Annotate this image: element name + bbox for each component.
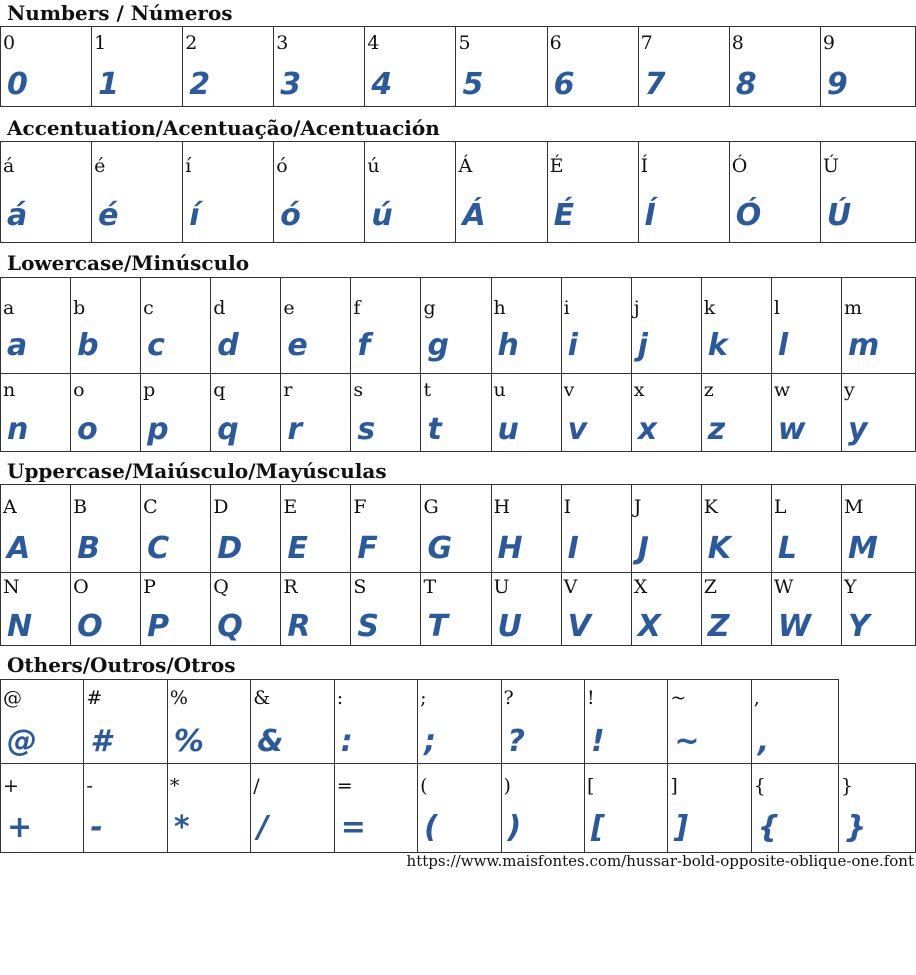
glyph-cell bbox=[183, 27, 274, 107]
glyph-sample: G bbox=[427, 531, 453, 566]
glyph-grid-lowercase bbox=[0, 277, 916, 452]
glyph-cell bbox=[365, 27, 456, 107]
glyph-sample: I bbox=[567, 531, 579, 566]
glyph-label: & bbox=[253, 687, 271, 709]
glyph-cell bbox=[631, 374, 701, 452]
glyph-cell bbox=[351, 485, 421, 573]
glyph-label: Ú bbox=[822, 155, 839, 177]
glyph-cell bbox=[334, 680, 417, 764]
glyph-sample: Y bbox=[847, 609, 870, 644]
glyph-label: # bbox=[86, 687, 103, 709]
glyph-label: K bbox=[703, 496, 718, 518]
glyph-label: r bbox=[283, 379, 293, 401]
glyph-sample: ú bbox=[371, 198, 393, 233]
glyph-label: o bbox=[73, 379, 85, 401]
glyph-grid-others bbox=[0, 679, 916, 853]
glyph-label: t bbox=[423, 379, 432, 401]
glyph-sample: d bbox=[217, 328, 239, 363]
glyph-sample: ) bbox=[507, 810, 522, 845]
glyph-cell bbox=[584, 764, 667, 853]
glyph-sample: [ bbox=[590, 810, 605, 845]
glyph-sample: P bbox=[147, 609, 170, 644]
glyph-sample: Q bbox=[217, 609, 243, 644]
glyph-sample: # bbox=[90, 724, 112, 759]
glyph-cell bbox=[274, 27, 365, 107]
glyph-sample: í bbox=[189, 198, 200, 233]
glyph-label: V bbox=[563, 576, 578, 598]
glyph-cell bbox=[421, 485, 491, 573]
glyph-cell bbox=[820, 27, 915, 107]
glyph-label: ] bbox=[670, 775, 678, 797]
glyph-sample: ; bbox=[424, 724, 437, 759]
glyph-sample: f bbox=[357, 328, 371, 363]
glyph-cell bbox=[418, 764, 501, 853]
glyph-label: ( bbox=[420, 775, 428, 797]
glyph-label: s bbox=[353, 379, 364, 401]
glyph-cell bbox=[167, 764, 250, 853]
glyph-sample: : bbox=[340, 724, 353, 759]
glyph-label: , bbox=[753, 687, 760, 709]
glyph-label: w bbox=[773, 379, 791, 401]
glyph-cell bbox=[631, 485, 701, 573]
glyph-cell bbox=[421, 278, 491, 374]
glyph-cell bbox=[141, 278, 211, 374]
glyph-label: ! bbox=[586, 687, 595, 709]
glyph-grid-uppercase bbox=[0, 484, 916, 646]
glyph-sample: É bbox=[553, 198, 575, 233]
glyph-sample: B bbox=[77, 531, 100, 566]
glyph-cell bbox=[211, 573, 281, 646]
glyph-cell bbox=[491, 573, 561, 646]
glyph-label: í bbox=[185, 155, 192, 177]
glyph-sample: Í bbox=[644, 198, 656, 233]
glyph-sample: s bbox=[357, 412, 376, 447]
glyph-sample: l bbox=[777, 328, 789, 363]
glyph-cell bbox=[561, 573, 631, 646]
glyph-sample: t bbox=[427, 412, 442, 447]
glyph-label: É bbox=[549, 155, 564, 177]
glyph-label: U bbox=[493, 576, 510, 598]
glyph-label: I bbox=[563, 496, 572, 518]
glyph-cell bbox=[701, 278, 771, 374]
glyph-cell bbox=[1, 485, 71, 573]
glyph-grid-accentuation bbox=[0, 141, 916, 243]
glyph-label: 9 bbox=[822, 32, 835, 54]
glyph-label: % bbox=[169, 687, 188, 709]
glyph-sample: 5 bbox=[462, 67, 484, 102]
glyph-cell bbox=[351, 278, 421, 374]
glyph-label: H bbox=[493, 496, 511, 518]
glyph-cell bbox=[584, 680, 667, 764]
glyph-sample: & bbox=[257, 724, 284, 759]
glyph-row bbox=[1, 485, 916, 573]
glyph-sample: R bbox=[287, 609, 311, 644]
glyph-cell bbox=[668, 680, 751, 764]
glyph-sample: r bbox=[287, 412, 303, 447]
glyph-sample: o bbox=[77, 412, 98, 447]
glyph-label: p bbox=[143, 379, 156, 401]
glyph-sample: N bbox=[7, 609, 33, 644]
glyph-label: S bbox=[353, 576, 367, 598]
glyph-label: : bbox=[336, 687, 344, 709]
glyph-label: B bbox=[73, 496, 88, 518]
glyph-cell bbox=[421, 573, 491, 646]
glyph-sample: @ bbox=[7, 724, 37, 759]
glyph-label: z bbox=[703, 379, 714, 401]
glyph-label: = bbox=[336, 775, 353, 797]
glyph-sample: 7 bbox=[644, 67, 666, 102]
glyph-sample: V bbox=[567, 609, 591, 644]
glyph-cell bbox=[71, 485, 141, 573]
glyph-label: ó bbox=[276, 155, 288, 177]
glyph-label: d bbox=[213, 297, 226, 319]
glyph-sample: T bbox=[427, 609, 448, 644]
glyph-sample: j bbox=[637, 328, 648, 363]
glyph-label: 5 bbox=[458, 32, 471, 54]
glyph-cell bbox=[281, 278, 351, 374]
glyph-cell bbox=[334, 764, 417, 853]
glyph-sample: é bbox=[98, 198, 119, 233]
glyph-label: q bbox=[213, 379, 226, 401]
glyph-sample: { bbox=[757, 810, 780, 845]
glyph-label: 6 bbox=[549, 32, 562, 54]
glyph-label: 8 bbox=[731, 32, 744, 54]
glyph-cell bbox=[351, 374, 421, 452]
glyph-label: m bbox=[843, 297, 862, 319]
glyph-label: ; bbox=[420, 687, 427, 709]
glyph-cell bbox=[771, 278, 841, 374]
glyph-label: T bbox=[423, 576, 437, 598]
glyph-cell bbox=[841, 573, 915, 646]
glyph-row bbox=[1, 374, 916, 452]
glyph-cell bbox=[167, 680, 250, 764]
glyph-cell bbox=[501, 764, 584, 853]
glyph-cell bbox=[71, 573, 141, 646]
glyph-cell bbox=[561, 485, 631, 573]
glyph-cell bbox=[491, 278, 561, 374]
glyph-cell bbox=[251, 680, 334, 764]
glyph-label: v bbox=[563, 379, 575, 401]
glyph-cell bbox=[71, 374, 141, 452]
glyph-cell bbox=[1, 27, 92, 107]
glyph-cell bbox=[456, 27, 547, 107]
glyph-cell bbox=[211, 278, 281, 374]
glyph-label: Í bbox=[640, 155, 649, 177]
glyph-cell bbox=[1, 374, 71, 452]
glyph-sample: 9 bbox=[826, 67, 848, 102]
glyph-label: i bbox=[563, 297, 570, 319]
glyph-label: 1 bbox=[94, 32, 107, 54]
glyph-sample: / bbox=[257, 810, 269, 845]
glyph-sample: - bbox=[90, 810, 103, 845]
glyph-sample: g bbox=[427, 328, 449, 363]
glyph-cell bbox=[631, 573, 701, 646]
glyph-sample: Á bbox=[462, 198, 486, 233]
glyph-sample: ó bbox=[280, 198, 301, 233]
glyph-cell bbox=[421, 374, 491, 452]
glyph-sample: % bbox=[173, 724, 204, 759]
glyph-label: 7 bbox=[640, 32, 653, 54]
glyph-sample: Z bbox=[707, 609, 730, 644]
glyph-label: J bbox=[633, 496, 642, 518]
glyph-sample: * bbox=[173, 810, 190, 845]
glyph-sample: K bbox=[707, 531, 732, 566]
glyph-cell bbox=[418, 680, 501, 764]
glyph-cell bbox=[281, 485, 351, 573]
glyph-cell bbox=[638, 142, 729, 243]
source-url: https://www.maisfontes.com/hussar-bold-opposite-oblique-one.font bbox=[406, 852, 914, 870]
glyph-row bbox=[1, 27, 916, 107]
glyph-sample: S bbox=[357, 609, 379, 644]
glyph-cell bbox=[701, 573, 771, 646]
glyph-cell bbox=[491, 485, 561, 573]
glyph-sample: p bbox=[147, 412, 169, 447]
glyph-cell bbox=[71, 278, 141, 374]
glyph-label: ú bbox=[367, 155, 380, 177]
glyph-cell bbox=[729, 27, 820, 107]
glyph-label: k bbox=[703, 297, 716, 319]
glyph-cell bbox=[456, 142, 547, 243]
glyph-cell bbox=[820, 142, 915, 243]
glyph-cell bbox=[365, 142, 456, 243]
glyph-cell bbox=[141, 573, 211, 646]
glyph-label: + bbox=[3, 775, 19, 797]
glyph-label: Z bbox=[703, 576, 717, 598]
glyph-sample: L bbox=[777, 531, 797, 566]
glyph-sample: O bbox=[77, 609, 103, 644]
glyph-sample: F bbox=[357, 531, 378, 566]
glyph-cell bbox=[141, 374, 211, 452]
glyph-label: Y bbox=[843, 576, 857, 598]
glyph-label: Ó bbox=[731, 155, 748, 177]
glyph-sample: k bbox=[707, 328, 728, 363]
glyph-cell bbox=[92, 27, 183, 107]
glyph-sample: , bbox=[757, 724, 770, 759]
glyph-sample: 6 bbox=[553, 67, 575, 102]
glyph-sample: y bbox=[847, 412, 868, 447]
glyph-sample: z bbox=[707, 412, 726, 447]
glyph-row bbox=[1, 573, 916, 646]
glyph-sample: ] bbox=[674, 810, 689, 845]
glyph-label: W bbox=[773, 576, 794, 598]
glyph-cell bbox=[1, 764, 84, 853]
glyph-sample: Ó bbox=[735, 198, 762, 233]
glyph-cell bbox=[547, 27, 638, 107]
glyph-sample: c bbox=[147, 328, 165, 363]
glyph-cell bbox=[631, 278, 701, 374]
glyph-cell bbox=[1, 680, 84, 764]
glyph-cell bbox=[251, 764, 334, 853]
glyph-label: C bbox=[143, 496, 158, 518]
glyph-label: é bbox=[94, 155, 106, 177]
glyph-sample: h bbox=[497, 328, 519, 363]
glyph-label: f bbox=[353, 297, 361, 319]
glyph-sample: } bbox=[844, 810, 867, 845]
glyph-sample: u bbox=[497, 412, 519, 447]
glyph-label: 0 bbox=[3, 32, 16, 54]
glyph-label: G bbox=[423, 496, 439, 518]
glyph-label: ? bbox=[503, 687, 514, 709]
glyph-sample: E bbox=[287, 531, 308, 566]
glyph-cell bbox=[141, 485, 211, 573]
glyph-cell bbox=[351, 573, 421, 646]
glyph-label: / bbox=[253, 775, 260, 797]
glyph-cell bbox=[1, 573, 71, 646]
glyph-grid-numbers bbox=[0, 26, 916, 107]
glyph-cell bbox=[841, 485, 915, 573]
glyph-sample: D bbox=[217, 531, 243, 566]
glyph-row bbox=[1, 278, 916, 374]
glyph-sample: 4 bbox=[371, 67, 393, 102]
glyph-cell bbox=[638, 27, 729, 107]
glyph-cell bbox=[92, 142, 183, 243]
glyph-cell bbox=[281, 573, 351, 646]
glyph-sample: U bbox=[497, 609, 522, 644]
glyph-label: @ bbox=[3, 687, 22, 709]
glyph-label: y bbox=[843, 379, 855, 401]
glyph-cell bbox=[211, 374, 281, 452]
glyph-sample: q bbox=[217, 412, 239, 447]
glyph-row bbox=[1, 764, 916, 853]
glyph-sample: 3 bbox=[280, 67, 302, 102]
glyph-label: X bbox=[633, 576, 648, 598]
glyph-sample: W bbox=[777, 609, 811, 644]
glyph-label: 4 bbox=[367, 32, 380, 54]
glyph-label: { bbox=[753, 775, 766, 797]
glyph-sample: H bbox=[497, 531, 523, 566]
glyph-sample: v bbox=[567, 412, 588, 447]
glyph-label: á bbox=[3, 155, 15, 177]
glyph-cell bbox=[491, 374, 561, 452]
section-title-numbers: Numbers / Números bbox=[7, 1, 233, 25]
glyph-label: * bbox=[169, 775, 180, 797]
glyph-label: } bbox=[840, 775, 853, 797]
glyph-label: D bbox=[213, 496, 229, 518]
glyph-label: O bbox=[73, 576, 89, 598]
glyph-label: N bbox=[3, 576, 20, 598]
glyph-cell bbox=[771, 485, 841, 573]
glyph-label: P bbox=[143, 576, 156, 598]
glyph-label: L bbox=[773, 496, 787, 518]
glyph-cell bbox=[1, 278, 71, 374]
glyph-label: j bbox=[633, 297, 640, 319]
glyph-label: ~ bbox=[670, 687, 687, 709]
glyph-sample: 1 bbox=[98, 67, 119, 102]
glyph-label: b bbox=[73, 297, 86, 319]
glyph-cell bbox=[838, 764, 915, 853]
glyph-label: h bbox=[493, 297, 506, 319]
glyph-sample: 0 bbox=[7, 67, 28, 102]
glyph-label: ) bbox=[503, 775, 511, 797]
glyph-label: 2 bbox=[185, 32, 198, 54]
glyph-cell bbox=[841, 374, 915, 452]
glyph-sample: w bbox=[777, 412, 806, 447]
glyph-sample: e bbox=[287, 328, 308, 363]
glyph-cell bbox=[561, 278, 631, 374]
glyph-sample: m bbox=[847, 328, 880, 363]
section-title-others: Others/Outros/Otros bbox=[7, 653, 236, 677]
glyph-label: l bbox=[773, 297, 780, 319]
glyph-label: a bbox=[3, 297, 15, 319]
glyph-cell bbox=[84, 680, 167, 764]
glyph-cell bbox=[183, 142, 274, 243]
glyph-sample: ~ bbox=[674, 724, 700, 759]
glyph-sample: C bbox=[147, 531, 170, 566]
glyph-sample: = bbox=[340, 810, 366, 845]
glyph-label: n bbox=[3, 379, 16, 401]
glyph-label: 3 bbox=[276, 32, 289, 54]
glyph-cell bbox=[547, 142, 638, 243]
glyph-label: e bbox=[283, 297, 295, 319]
glyph-cell bbox=[841, 278, 915, 374]
glyph-sample: + bbox=[7, 810, 33, 845]
glyph-label: E bbox=[283, 496, 298, 518]
glyph-label: g bbox=[423, 297, 436, 319]
glyph-cell bbox=[701, 374, 771, 452]
glyph-sample: ( bbox=[424, 810, 438, 845]
glyph-cell bbox=[211, 485, 281, 573]
glyph-cell bbox=[501, 680, 584, 764]
glyph-sample: M bbox=[847, 531, 878, 566]
section-title-uppercase: Uppercase/Maiúsculo/Mayúsculas bbox=[7, 459, 387, 483]
glyph-sample: Ú bbox=[826, 198, 852, 233]
glyph-sample: x bbox=[637, 412, 658, 447]
glyph-sample: X bbox=[637, 609, 661, 644]
glyph-sample: n bbox=[7, 412, 29, 447]
glyph-cell bbox=[274, 142, 365, 243]
glyph-sample: b bbox=[77, 328, 99, 363]
glyph-cell bbox=[84, 764, 167, 853]
glyph-cell bbox=[281, 374, 351, 452]
section-title-lowercase: Lowercase/Minúsculo bbox=[7, 251, 250, 275]
glyph-label: M bbox=[843, 496, 864, 518]
glyph-label: F bbox=[353, 496, 367, 518]
glyph-sample: A bbox=[7, 531, 31, 566]
glyph-row bbox=[1, 680, 916, 764]
glyph-cell bbox=[751, 764, 838, 853]
glyph-label: x bbox=[633, 379, 645, 401]
glyph-sample: 8 bbox=[735, 67, 757, 102]
glyph-cell bbox=[771, 374, 841, 452]
glyph-label: u bbox=[493, 379, 506, 401]
glyph-sample: i bbox=[567, 328, 578, 363]
glyph-cell bbox=[701, 485, 771, 573]
glyph-sample: ! bbox=[590, 724, 605, 759]
glyph-cell bbox=[561, 374, 631, 452]
glyph-label: R bbox=[283, 576, 298, 598]
glyph-row bbox=[1, 142, 916, 243]
glyph-label: A bbox=[3, 496, 17, 518]
section-title-accentuation: Accentuation/Acentuação/Acentuación bbox=[7, 116, 440, 140]
glyph-sample: J bbox=[637, 531, 649, 566]
glyph-cell bbox=[729, 142, 820, 243]
glyph-cell bbox=[668, 764, 751, 853]
glyph-label: [ bbox=[586, 775, 595, 797]
glyph-label: c bbox=[143, 297, 154, 319]
glyph-sample: ? bbox=[507, 724, 525, 759]
glyph-label: Á bbox=[458, 155, 473, 177]
glyph-cell bbox=[1, 142, 92, 243]
glyph-sample: á bbox=[7, 198, 28, 233]
glyph-cell bbox=[751, 680, 838, 764]
glyph-sample: a bbox=[7, 328, 28, 363]
glyph-label: Q bbox=[213, 576, 229, 598]
glyph-sample: 2 bbox=[189, 67, 211, 102]
glyph-label: - bbox=[86, 775, 93, 797]
glyph-cell bbox=[771, 573, 841, 646]
